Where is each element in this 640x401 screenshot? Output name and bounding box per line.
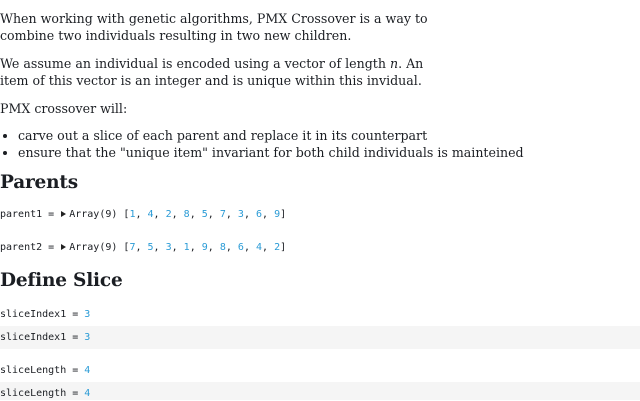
parent2-value-0: 7 (129, 242, 136, 253)
slice-index-output: sliceIndex1 = 3 (0, 309, 91, 320)
parent2-value-7: 4 (255, 242, 263, 253)
array-separator: , (189, 242, 202, 253)
array-separator: , (262, 209, 275, 220)
array-separator: , (262, 242, 275, 253)
parent2-cell-output: parent2 = Array(9) [7, 5, 3, 1, 9, 8, 6, 4, 2] (0, 242, 287, 253)
slice-index-code-name: sliceIndex1 (0, 332, 67, 343)
parent2-value-8: 2 (274, 242, 281, 253)
list-item: • ensure that the "unique item" invariant for both child individuals is mainteined (18, 144, 524, 161)
pmx-will-paragraph: PMX crossover will: (0, 101, 128, 116)
define-slice-heading: Define Slice (0, 270, 123, 291)
slice-index-variable-name: sliceIndex1 (0, 309, 67, 320)
parent1-value-1: 4 (147, 209, 154, 220)
slice-length-output: sliceLength = 4 (0, 365, 91, 376)
parent1-value-0: 1 (129, 209, 136, 220)
encoding-text-after: . An item of this vector is an integer and is unique within this invidual. (0, 56, 424, 88)
parent1-value-7: 6 (255, 209, 263, 220)
intro-paragraph: When working with genetic algorithms, PMX Crossover is a way to combine two individuals resulting in two new children. (0, 11, 428, 43)
slice-length-code-cell[interactable] (0, 382, 640, 400)
math-variable-n: n (389, 56, 399, 71)
parent1-variable-name: parent1 (0, 209, 43, 220)
parent2-value-6: 6 (237, 242, 244, 253)
parent1-value-6: 3 (237, 209, 244, 220)
slice-length-code-value: 4 (84, 388, 91, 399)
parent1-value-3: 8 (183, 209, 190, 220)
parent2-variable-name: parent2 (0, 242, 43, 253)
slice-index-code[interactable]: sliceIndex1 = 3 (0, 332, 91, 343)
slice-length-value: 4 (84, 365, 91, 376)
array-separator: , (153, 242, 166, 253)
array-separator: , (171, 242, 184, 253)
array-separator: , (207, 242, 220, 253)
list-item: • carve out a slice of each parent and replace it in its counterpart (18, 127, 524, 144)
array-separator: , (207, 209, 220, 220)
parent1-cell-output: parent1 = Array(9) [1, 4, 2, 8, 5, 7, 3, 6, 9] (0, 209, 287, 220)
slice-length-code-name: sliceLength (0, 388, 67, 399)
parent1-value-4: 5 (201, 209, 208, 220)
slice-index-code-value: 3 (84, 332, 91, 343)
parent2-value-2: 3 (165, 242, 172, 253)
parents-heading: Parents (0, 172, 78, 193)
slice-length-variable-name: sliceLength (0, 365, 67, 376)
encoding-text-before: We assume an individual is encoded using a vector of length (0, 56, 390, 71)
array-separator: , (135, 242, 148, 253)
expand-triangle-icon[interactable] (61, 244, 66, 250)
parent1-value-2: 2 (165, 209, 172, 220)
array-separator: , (171, 209, 184, 220)
array-separator: , (189, 209, 202, 220)
parent2-type-label[interactable]: Array(9) (69, 242, 118, 253)
pmx-steps-list (0, 127, 524, 161)
array-separator: , (135, 209, 148, 220)
parent2-value-3: 1 (183, 242, 190, 253)
array-separator: , (243, 209, 256, 220)
slice-index-value: 3 (84, 309, 91, 320)
parent1-value-5: 7 (219, 209, 226, 220)
array-separator: , (153, 209, 166, 220)
array-separator: , (225, 242, 238, 253)
parent1-value-8: 9 (274, 209, 281, 220)
expand-triangle-icon[interactable] (61, 211, 66, 217)
slice-index-code-cell[interactable] (0, 326, 640, 349)
parent2-value-4: 9 (201, 242, 208, 253)
parent2-value-5: 8 (219, 242, 226, 253)
parent2-values (129, 242, 280, 253)
array-separator: , (243, 242, 256, 253)
parent1-values (129, 209, 280, 220)
slice-length-code[interactable]: sliceLength = 4 (0, 388, 91, 399)
parent1-type-label[interactable]: Array(9) (69, 209, 118, 220)
encoding-paragraph (0, 55, 430, 89)
array-separator: , (225, 209, 238, 220)
parent2-value-1: 5 (147, 242, 154, 253)
